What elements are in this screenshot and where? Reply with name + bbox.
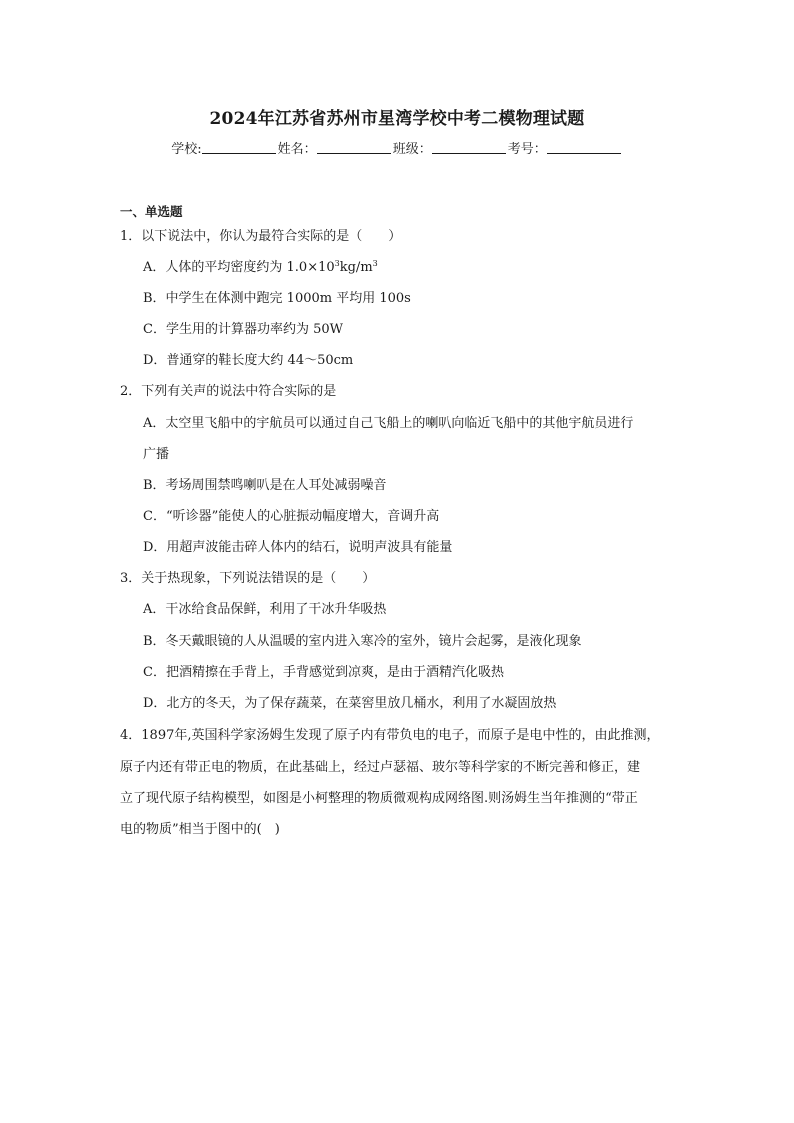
class-label: 班级： <box>392 142 432 157</box>
exponent: 3 <box>334 259 340 268</box>
question-2-option-d: D．用超声波能击碎人体内的结石，说明声波具有能量 <box>143 540 453 555</box>
question-1-option-c: C．学生用的计算器功率约为 50W <box>143 322 343 337</box>
student-info-line <box>0 138 794 157</box>
question-3-option-b: B．冬天戴眼镜的人从温暖的室内进入寒冷的室外，镜片会起雾，是液化现象 <box>143 634 582 649</box>
section-title: 一、单选题 <box>120 204 183 219</box>
exam-number-label: 考号： <box>507 142 547 157</box>
question-3-option-a: A．干冰给食品保鲜，利用了干冰升华吸热 <box>143 602 387 617</box>
question-3-option-d: D．北方的冬天，为了保存蔬菜，在菜窖里放几桶水，利用了水凝固放热 <box>143 696 557 711</box>
question-1-option-a <box>143 260 378 276</box>
question-4-line-4: 电的物质”相当于图中的( ) <box>120 822 280 837</box>
question-2-option-b: B．考场周围禁鸣喇叭是在人耳处减弱噪音 <box>143 478 387 493</box>
name-blank <box>317 141 391 154</box>
option-a-text: A．人体的平均密度约为 1.0×10 <box>143 260 335 275</box>
question-2-stem: 2．下列有关声的说法中符合实际的是 <box>120 384 337 399</box>
question-2-option-a-line2: 广播 <box>143 447 170 462</box>
question-3-option-c: C．把酒精擦在手背上，手背感觉到凉爽，是由于酒精汽化吸热 <box>143 665 504 680</box>
exponent: 3 <box>372 259 378 268</box>
class-blank <box>432 141 506 154</box>
question-3-stem: 3．关于热现象，下列说法错误的是（ ） <box>120 571 376 586</box>
question-1-option-d: D．普通穿的鞋长度大约 44～50cm <box>143 353 354 368</box>
question-1-option-b: B．中学生在体测中跑完 1000m 平均用 100s <box>143 291 411 306</box>
question-4-line-3: 立了现代原子结构模型，如图是小柯整理的物质微观构成网络图.则汤姆生当年推测的“带正 <box>120 791 638 806</box>
question-2-option-a-line1: A．太空里飞船中的宇航员可以通过自己飞船上的喇叭向临近飞船中的其他宇航员进行 <box>143 416 634 431</box>
unit-text: kg/m <box>339 260 373 275</box>
page-title: 2024年江苏省苏州市星湾学校中考二模物理试题 <box>209 109 585 129</box>
name-label: 姓名： <box>277 142 317 157</box>
exam-number-blank <box>547 141 621 154</box>
question-4-line-1: 4．1897年,英国科学家汤姆生发现了原子内有带负电的电子，而原子是电中性的，由此推测， <box>120 728 660 743</box>
question-2-option-c: C．“听诊器”能使人的心脏振动幅度增大，音调升高 <box>143 509 440 524</box>
school-label: 学校: <box>171 142 202 157</box>
question-1-stem: 1．以下说法中，你认为最符合实际的是（ ） <box>120 229 402 244</box>
school-blank <box>202 141 276 154</box>
question-4-line-2: 原子内还有带正电的物质，在此基础上，经过卢瑟福、玻尔等科学家的不断完善和修正，建 <box>120 760 641 775</box>
